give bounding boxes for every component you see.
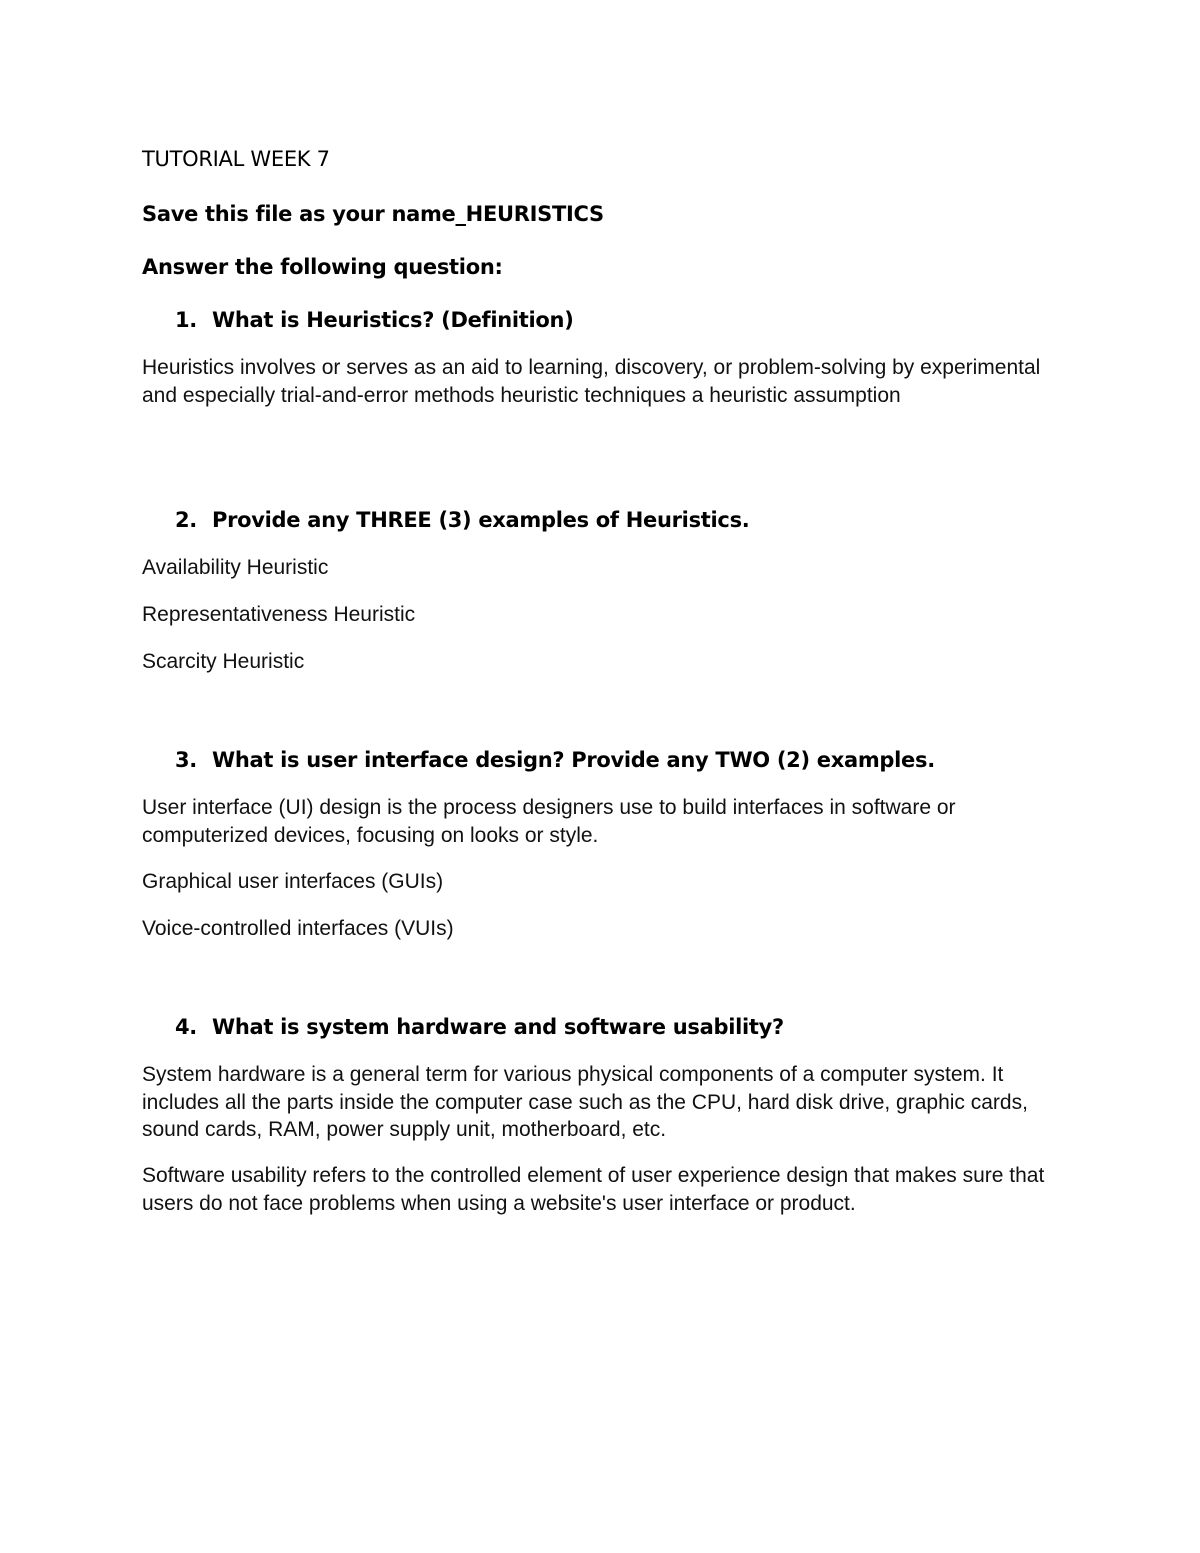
question-3-answer-3: Voice-controlled interfaces (VUIs) — [142, 917, 454, 940]
question-3-number: 3. — [175, 748, 197, 772]
document-title: TUTORIAL WEEK 7 — [142, 147, 330, 171]
question-2-heading — [175, 506, 749, 534]
question-4-heading — [175, 1013, 784, 1041]
question-2-number: 2. — [175, 508, 197, 532]
question-2-answer-1: Availability Heuristic — [142, 556, 329, 579]
answer-instruction: Answer the following question: — [142, 255, 503, 279]
question-1-text: What is Heuristics? (Definition) — [212, 308, 574, 332]
question-4-answer-1: System hardware is a general term for various physical components of a computer system. It includes all the parts inside the computer case such as the CPU, hard disk drive, graphic cards, sound cards, RAM, power supply unit, motherboard, etc. — [142, 1063, 1028, 1141]
question-2-text: Provide any THREE (3) examples of Heuristics. — [212, 508, 750, 532]
question-3-answer-2: Graphical user interfaces (GUIs) — [142, 870, 444, 893]
question-3-text: What is user interface design? Provide any TWO (2) examples. — [212, 748, 935, 772]
question-3-answer-1: User interface (UI) design is the process designers use to build interfaces in software or computerized devices, focusing on looks or style. — [142, 796, 956, 847]
question-1-answer-1: Heuristics involves or serves as an aid to learning, discovery, or problem-solving by experimental and especially trial-and-error methods heuristic techniques a heuristic assumption — [142, 356, 1041, 407]
question-4-text: What is system hardware and software usability? — [212, 1015, 784, 1039]
question-4-number: 4. — [175, 1015, 197, 1039]
question-4-answer-2: Software usability refers to the controlled element of user experience design that makes sure that users do not face problems when using a website's user interface or product. — [142, 1164, 1045, 1215]
save-instruction: Save this file as your name_HEURISTICS — [142, 202, 604, 226]
question-2-answer-3: Scarcity Heuristic — [142, 650, 305, 673]
question-1-heading — [175, 306, 574, 334]
question-3-heading — [175, 746, 935, 774]
question-2-answer-2: Representativeness Heuristic — [142, 603, 416, 626]
question-1-number: 1. — [175, 308, 197, 332]
